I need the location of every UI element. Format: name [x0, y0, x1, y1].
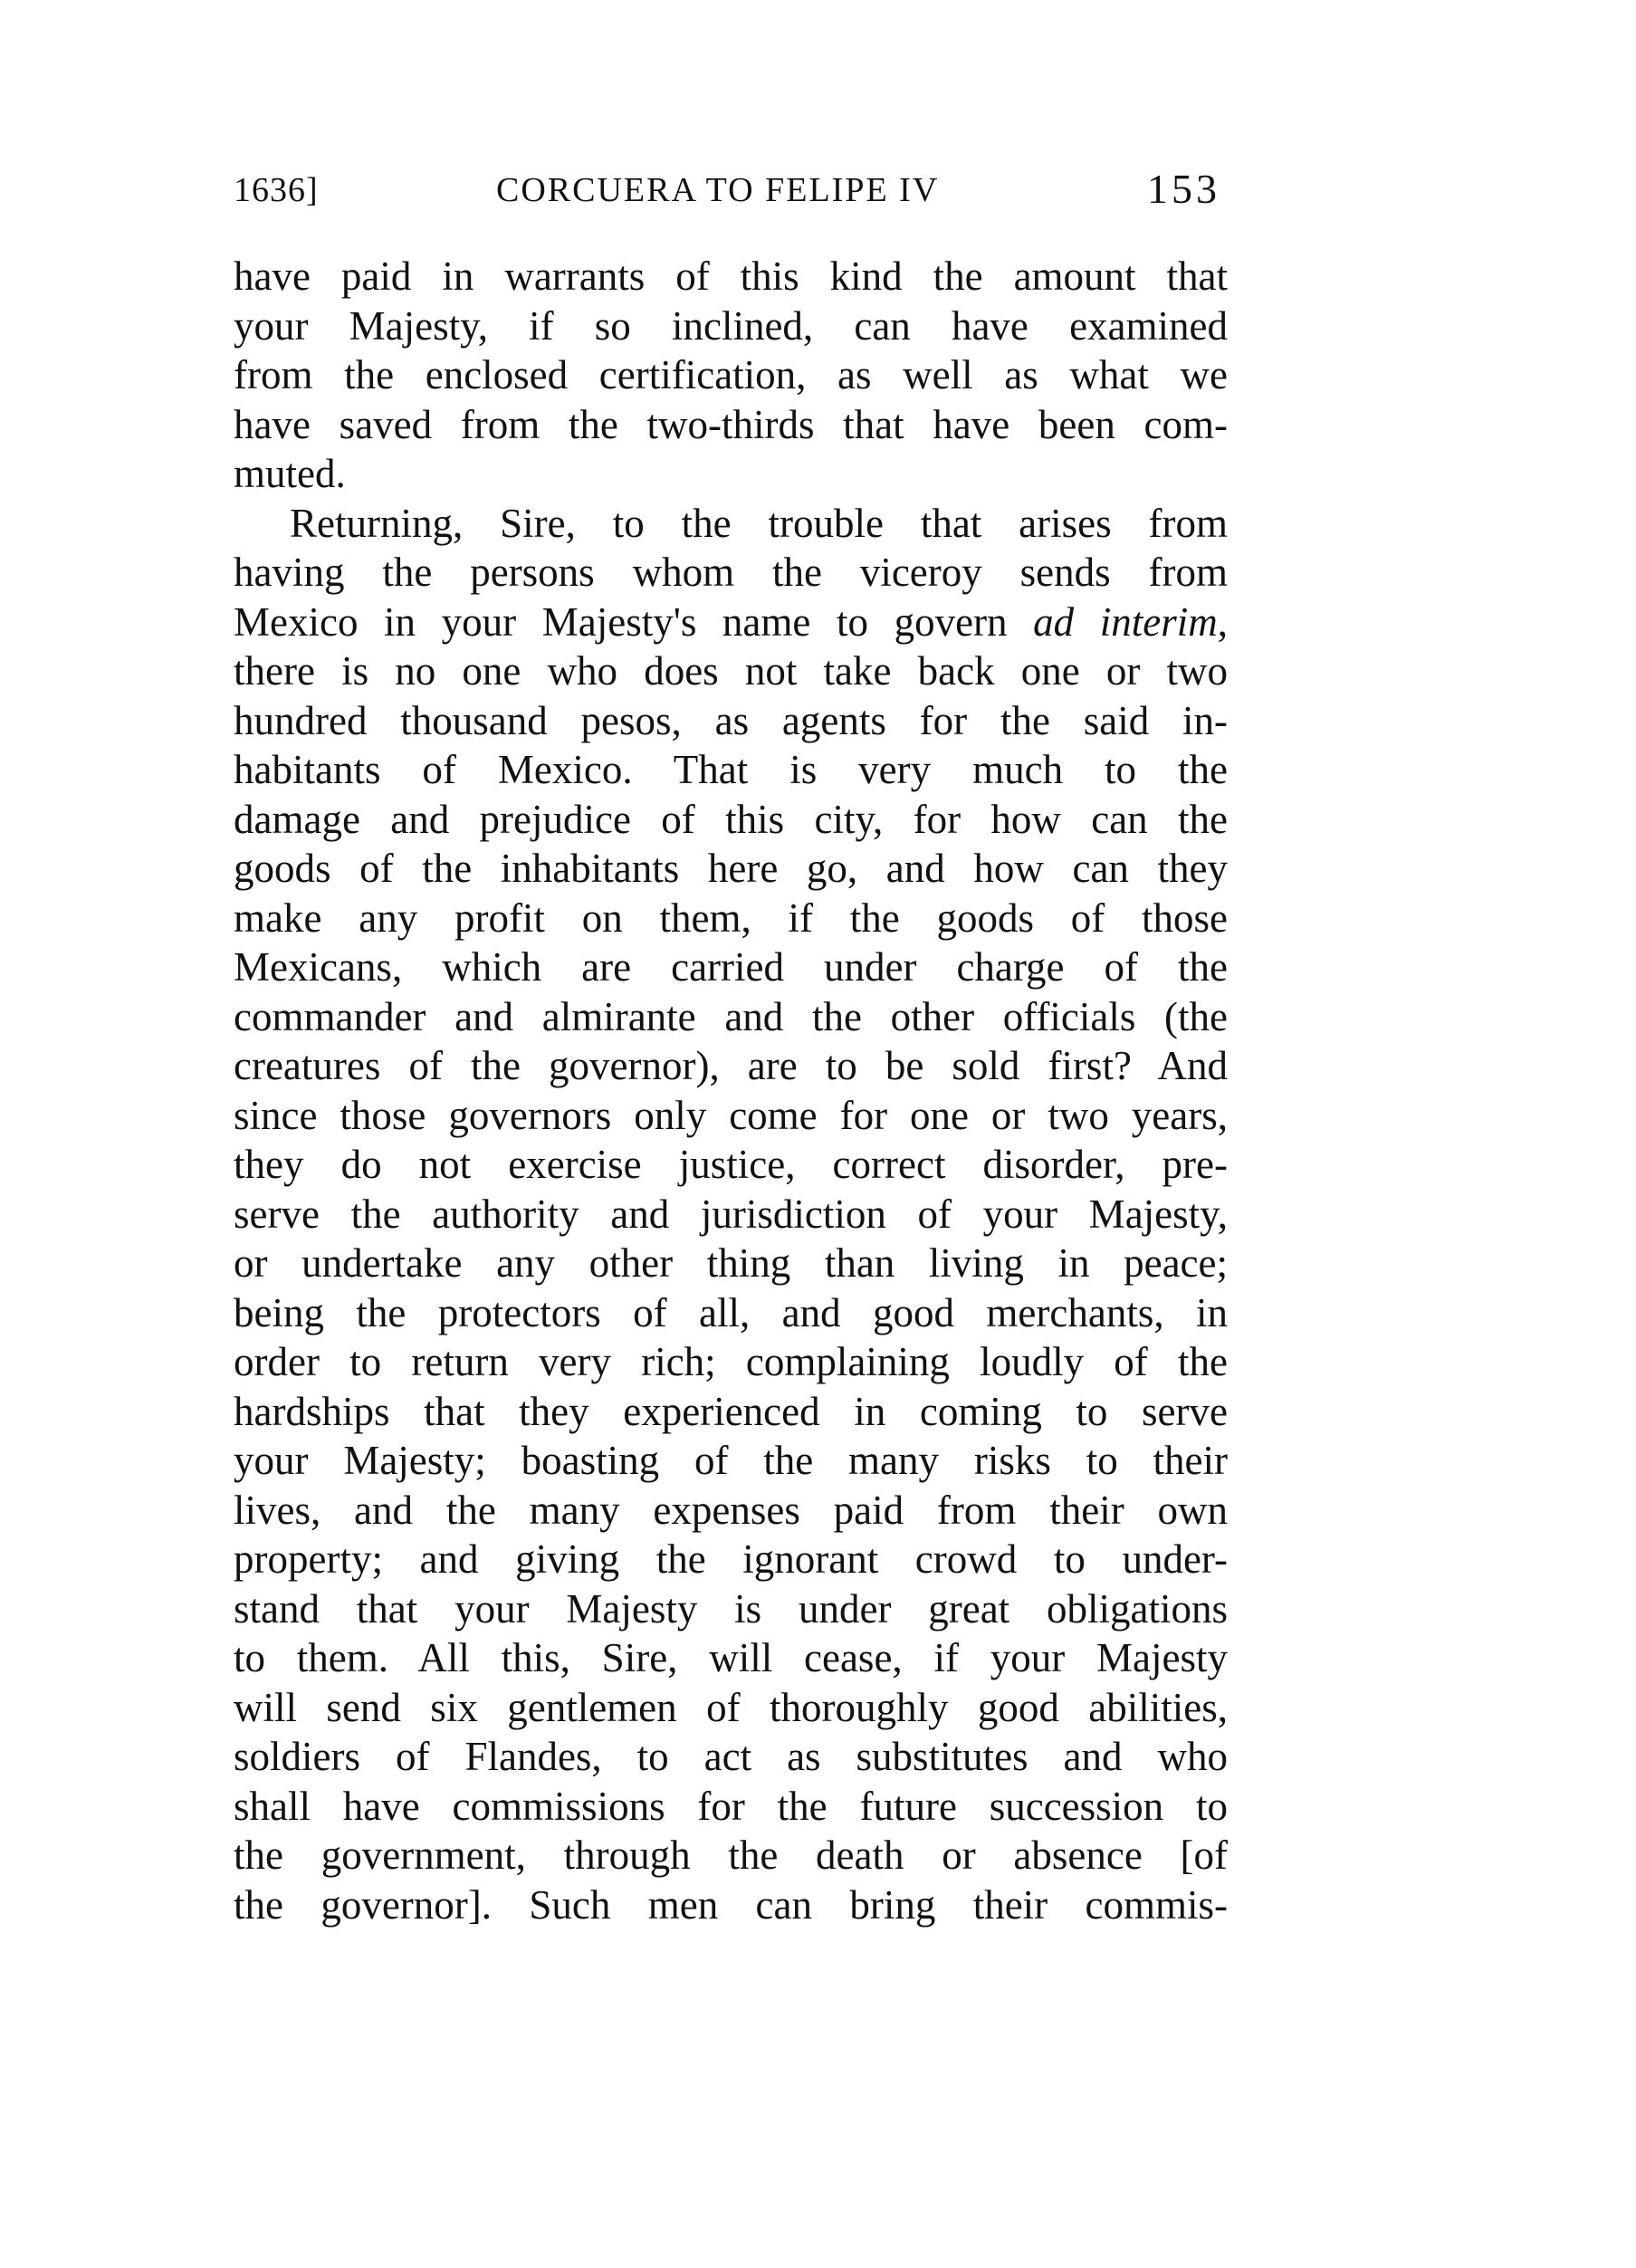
text-line: commander and almirante and the other officials (the [234, 993, 1228, 1039]
body-text [234, 252, 1228, 1929]
text-line: to them. All this, Sire, will cease, if your Majesty [234, 1635, 1228, 1680]
text-line: there is no one who does not take back one or two [234, 648, 1228, 694]
text-line: order to return very rich; complaining loudly of the [234, 1339, 1228, 1384]
text-line: Mexicans, which are carried under charge of the [234, 944, 1228, 990]
running-head [234, 166, 1229, 225]
text-line: muted. [234, 451, 346, 496]
text-line: will send six gentlemen of thoroughly good abilities, [234, 1684, 1228, 1730]
text-line: make any profit on them, if the goods of those [234, 895, 1228, 941]
text-line: damage and prejudice of this city, for how can the [234, 796, 1228, 842]
text-line: hardships that they experienced in coming to serve [234, 1388, 1228, 1434]
text-line: property; and giving the ignorant crowd to under- [234, 1536, 1228, 1582]
text-line: the governor]. Such men can bring their commis- [234, 1881, 1228, 1928]
text-line: the government, through the death or absence [of [234, 1833, 1228, 1878]
text-line: habitants of Mexico. That is very much to the [234, 747, 1228, 792]
running-head-title: CORCUERA TO FELIPE IV [496, 171, 940, 209]
text-line: being the protectors of all, and good merchants, in [234, 1289, 1228, 1335]
text-line: hundred thousand pesos, as agents for the said in- [234, 697, 1228, 743]
running-head-year: 1636] [234, 171, 319, 209]
text-segment: , [1217, 598, 1228, 645]
italic-phrase: ad interim [1033, 598, 1218, 645]
text-line: shall have commissions for the future succession to [234, 1783, 1228, 1829]
text-segment: Mexico in your Majesty's name to govern [234, 598, 1034, 645]
text-line: lives, and the many expenses paid from their own [234, 1487, 1228, 1533]
text-line: goods of the inhabitants here go, and how can they [234, 846, 1228, 891]
text-line: creatures of the governor), are to be sold first? And [234, 1043, 1228, 1088]
text-line-with-italic [234, 598, 1228, 647]
text-line: stand that your Majesty is under great obligations [234, 1585, 1228, 1632]
text-line: having the persons whom the viceroy sends from [234, 550, 1228, 595]
text-line: have saved from the two-thirds that have been com- [234, 401, 1228, 447]
text-line: Returning, Sire, to the trouble that arises from [290, 500, 1228, 546]
text-line: or undertake any other thing than living in peace; [234, 1240, 1228, 1286]
text-line: have paid in warrants of this kind the amount that [234, 254, 1228, 299]
text-line: they do not exercise justice, correct disorder, pre- [234, 1142, 1228, 1187]
text-line: your Majesty; boasting of the many risks to their [234, 1438, 1228, 1483]
text-line: your Majesty, if so inclined, can have examined [234, 302, 1228, 349]
text-line: from the enclosed certification, as well as what we [234, 352, 1228, 397]
page-number: 153 [1147, 166, 1220, 212]
text-line: since those governors only come for one or two years, [234, 1092, 1228, 1138]
text-line: soldiers of Flandes, to act as substitutes and who [234, 1734, 1228, 1779]
text-line: serve the authority and jurisdiction of your Majesty, [234, 1191, 1228, 1237]
